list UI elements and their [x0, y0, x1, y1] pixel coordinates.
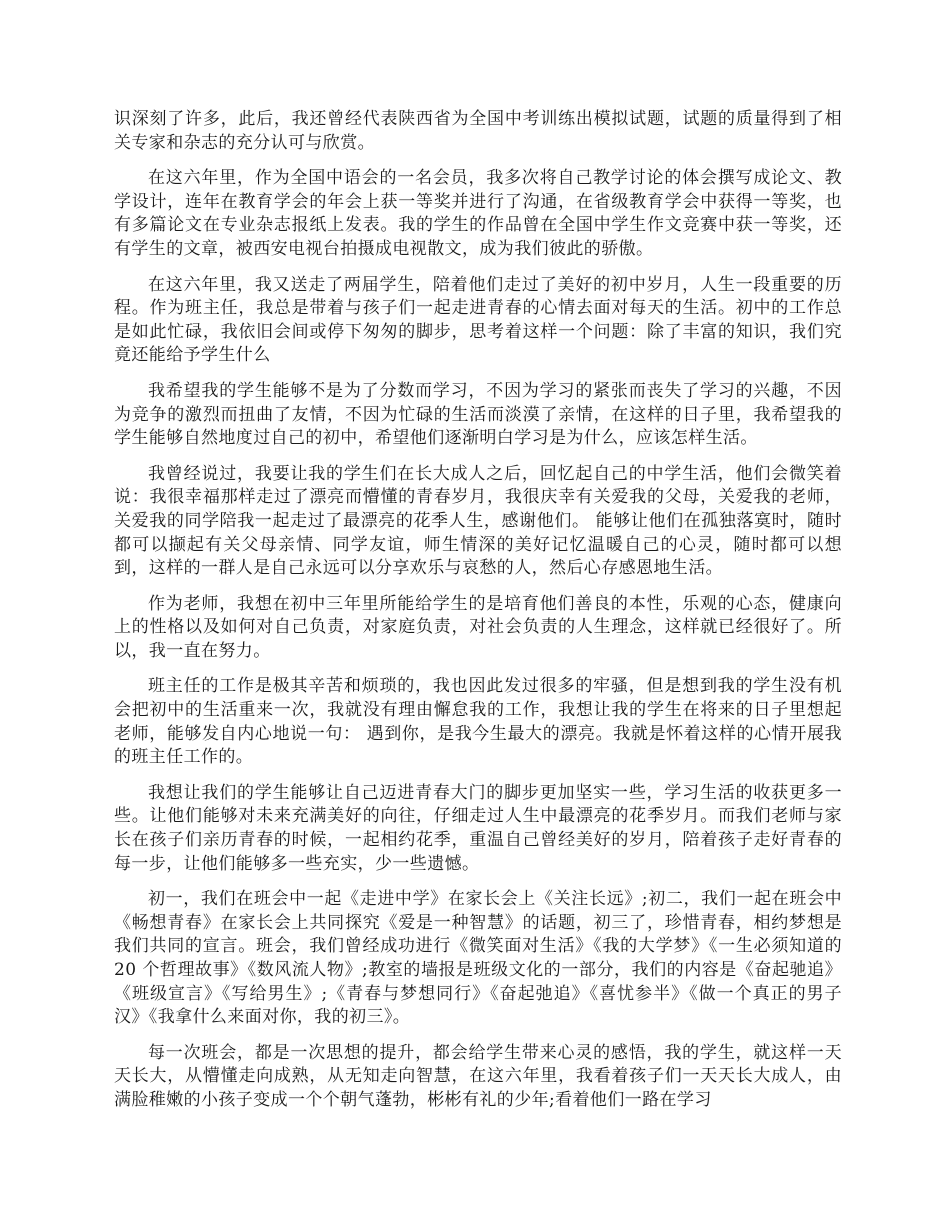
paragraph: 识深刻了许多，此后，我还曾经代表陕西省为全国中考训练出模拟试题，试题的质量得到了相关专家和杂志的充分认可与欣赏。: [114, 109, 842, 153]
paragraph: 我想让我们的学生能够让自己迈进青春大门的脚步更加坚实一些，学习生活的收获更多一些。让他们能够对未来充满美好的向往，仔细走过人生中最漂亮的花季岁月。而我们老师与家长在孩子们亲历青春的时候，一起相约花季，重温自己曾经美好的岁月，陪着孩子走好青春的每一步，让他们能够多一些充实，少一些遗憾。: [114, 782, 842, 874]
paragraph: 在这六年里，我又送走了两届学生，陪着他们走过了美好的初中岁月，人生一段重要的历程。作为班主任，我总是带着与孩子们一起走进青春的心情去面对每天的生活。初中的工作总是如此忙碌，我依旧会间或停下匆匆的脚步，思考着这样一个问题：除了丰富的知识，我们究竟还能给予学生什么: [114, 274, 842, 366]
paragraph: 每一次班会，都是一次思想的提升，都会给学生带来心灵的感悟，我的学生，就这样一天天长大，从懵懂走向成熟，从无知走向智慧，在这六年里，我看着孩子们一天天长大成人，由满脸稚嫩的小孩子变成一个个朝气蓬勃，彬彬有礼的少年;看着他们一路在学习: [114, 1042, 842, 1110]
paragraph: 在这六年里，作为全国中语会的一名会员，我多次将自己教学讨论的体会撰写成论文、教学设计，连年在教育学会的年会上获一等奖并进行了沟通，在省级教育学会中获得一等奖，也有多篇论文在专业杂志报纸上发表。我的学生的作品曾在全国中学生作文竞赛中获一等奖，还有学生的文章，被西安电视台拍摄成电视散文，成为我们彼此的骄傲。: [114, 168, 842, 259]
paragraph: 我曾经说过，我要让我的学生们在长大成人之后，回忆起自己的中学生活，他们会微笑着说：我很幸福那样走过了漂亮而懵懂的青春岁月，我很庆幸有关爱我的父母，关爱我的老师，关爱我的同学陪我一起走过了最漂亮的花季人生，感谢他们。 能够让他们在孤独落寞时，随时都可以撷起有关父母亲情、同学友谊，师生情深的美好记忆温暖自己的心灵，随时都可以想到，这样的一群人是自己永远可以分享欢乐与哀愁的人，然后心存感恩地生活。: [114, 463, 842, 579]
paragraph: 作为老师，我想在初中三年里所能给学生的是培育他们善良的本性，乐观的心态，健康向上的性格以及如何对自己负责，对家庭负责，对社会负责的人生理念，这样就已经很好了。所以，我一直在努力。: [114, 593, 842, 661]
paragraph: 我希望我的学生能够不是为了分数而学习，不因为学习的紧张而丧失了学习的兴趣，不因为竞争的激烈而扭曲了友情，不因为忙碌的生活而淡漠了亲情，在这样的日子里，我希望我的学生能够自然地度过自己的初中，希望他们逐渐明白学习是为什么，应该怎样生活。: [114, 380, 842, 449]
paragraph: 班主任的工作是极其辛苦和烦琐的，我也因此发过很多的牢骚，但是想到我的学生没有机会把初中的生活重来一次，我就没有理由懈怠我的工作，我想让我的学生在将来的日子里想起老师，能够发自内心地说一句： 遇到你，是我今生最大的漂亮。我就是怀着这样的心情开展我的班主任工作的。: [114, 676, 842, 768]
paragraph: 初一，我们在班会中一起《走进中学》在家长会上《关注长远》;初二，我们一起在班会中《畅想青春》在家长会上共同探究《爱是一种智慧》的话题，初三了，珍惜青春，相约梦想是我们共同的宣言。班会，我们曾经成功进行《微笑面对生活》《我的大学梦》《一生必须知道的 20 个哲理故事》《数风流人物》;教室的墙报是班级文化的一部分，我们的内容是《奋起驰追》《班级宣言》《写给男生》;《青春与梦想同行》《奋起弛追》《喜忧参半》《做一个真正的男子汉》《我拿什么来面对你，我的初三》。: [114, 889, 842, 1028]
document-page: [114, 108, 842, 1125]
